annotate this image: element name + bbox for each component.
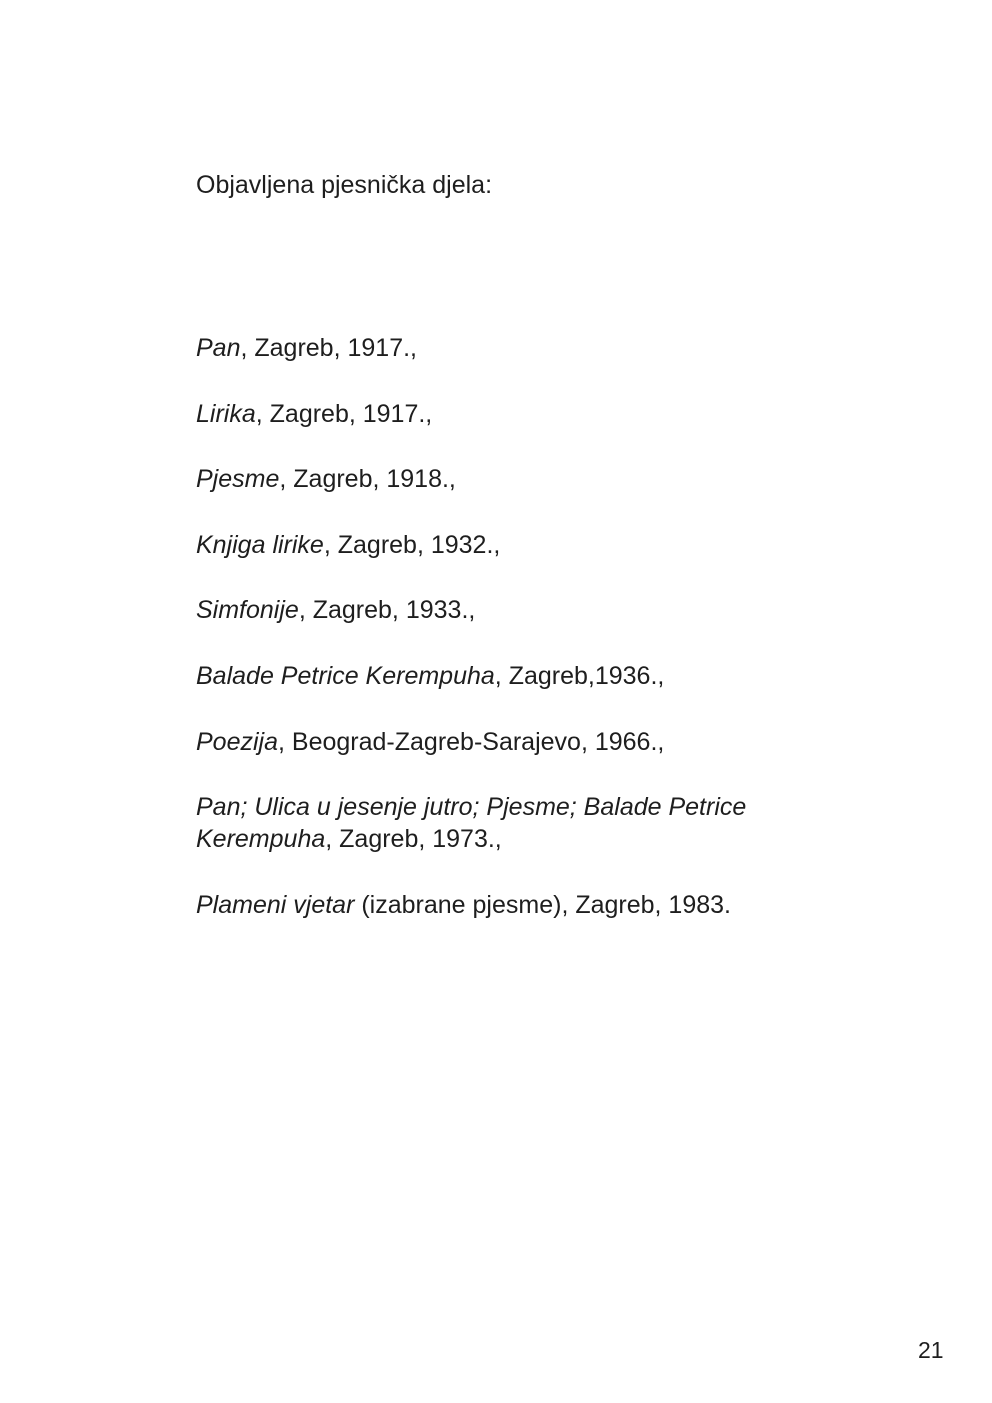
- work-item: [196, 398, 836, 430]
- work-title: Pan: [196, 334, 241, 362]
- work-title: Lirika: [196, 399, 256, 428]
- work-details: , Beograd-Zagreb-Sarajevo, 1966.,: [278, 727, 665, 756]
- work-item: [196, 791, 836, 855]
- work-details: , Zagreb, 1918.,: [279, 465, 456, 494]
- work-item: [196, 726, 836, 758]
- work-item: [196, 332, 836, 364]
- section-heading: Objavljena pjesnička djela:: [196, 171, 493, 199]
- work-title: Poezija: [196, 727, 278, 756]
- work-details: , Zagreb, 1933.,: [298, 596, 476, 625]
- work-details: , Zagreb, 1917.,: [240, 334, 417, 362]
- work-title: Pjesme: [196, 465, 280, 494]
- work-title-continued: Kerempuha: [196, 825, 326, 854]
- work-title: Knjiga lirike: [196, 530, 324, 559]
- work-title: Pan; Ulica u jesenje jutro; Pjesme; Balade Petrice: [196, 793, 747, 822]
- work-details: , Zagreb, 1973.,: [325, 825, 502, 854]
- work-item: [196, 529, 836, 561]
- page-number: 21: [918, 1337, 944, 1363]
- work-details: , Zagreb, 1932.,: [323, 530, 501, 559]
- work-details: (izabrane pjesme), Zagreb, 1983.: [354, 891, 731, 920]
- work-details: , Zagreb, 1917.,: [255, 399, 433, 428]
- work-details: , Zagreb,1936.,: [494, 661, 665, 690]
- work-title: Balade Petrice Kerempuha: [196, 661, 495, 690]
- works-list: [196, 332, 836, 955]
- work-item: [196, 594, 836, 626]
- work-title: Plameni vjetar: [196, 891, 355, 920]
- work-item: [196, 889, 836, 921]
- work-item: [196, 660, 836, 692]
- work-item: [196, 463, 836, 495]
- work-title: Simfonije: [196, 596, 299, 625]
